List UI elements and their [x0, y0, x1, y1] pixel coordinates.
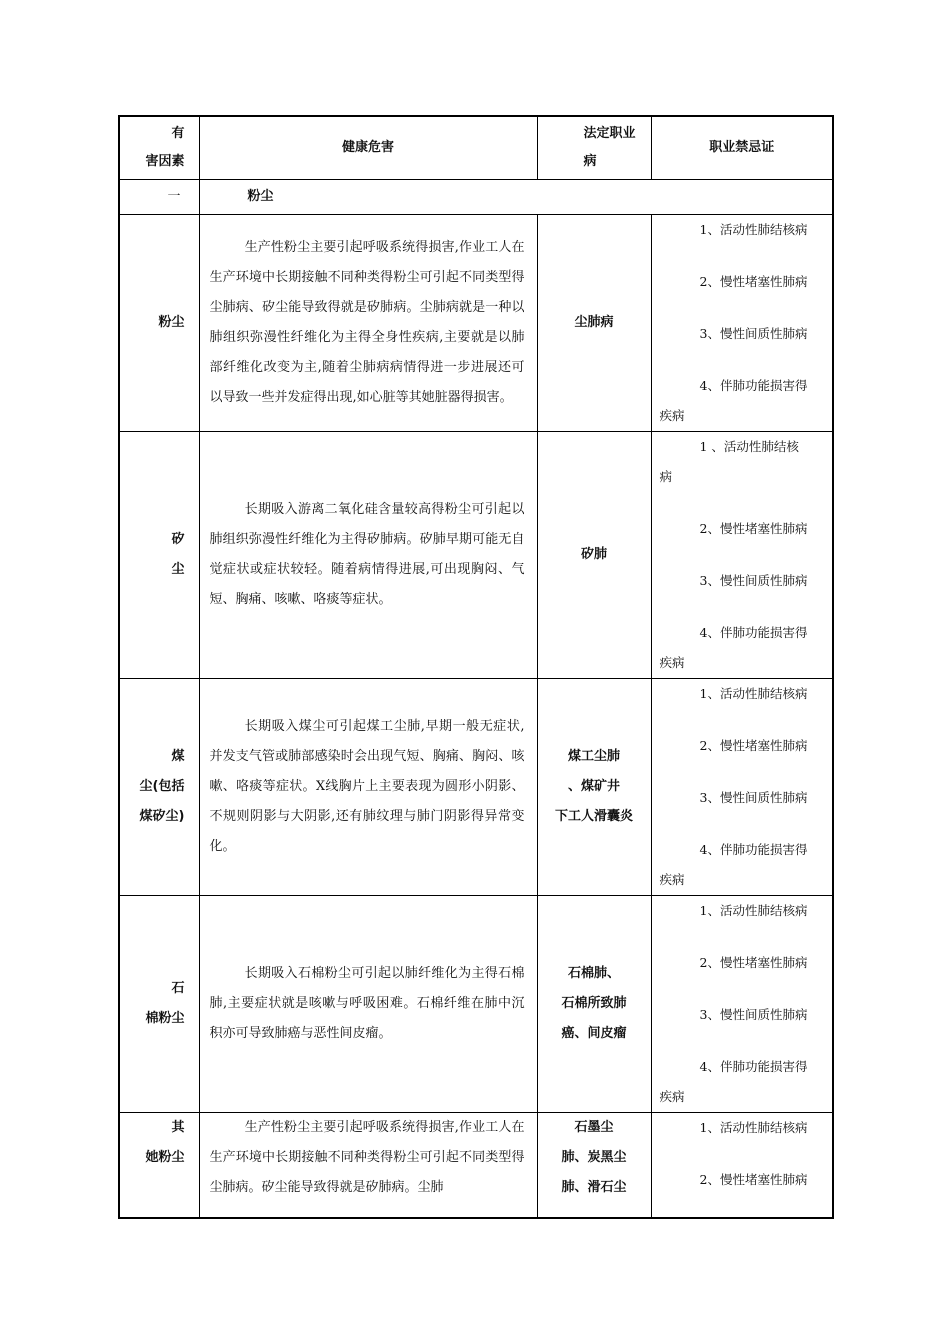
disease-line: 矽肺 — [580, 547, 607, 562]
disease-line: 癌、间皮瘤 — [561, 1026, 627, 1041]
contra-line: 2、慢性堵塞性肺病 — [699, 955, 808, 970]
contra-line: 疾病 — [659, 408, 685, 423]
contra-line: 1 、活动性肺结核 — [699, 439, 799, 454]
factor-line: 尘(包括 — [139, 779, 185, 794]
header-factor-line: 有 — [171, 126, 185, 141]
factor-line: 尘 — [171, 562, 185, 577]
table-header-row — [119, 116, 833, 180]
contra-line: 疾病 — [659, 655, 685, 670]
contra-line: 1、活动性肺结核病 — [699, 222, 808, 237]
header-contraindication: 职业禁忌证 — [651, 116, 833, 180]
header-disease-line: 病 — [583, 154, 597, 169]
contra-line: 2、慢性堵塞性肺病 — [699, 274, 808, 289]
section-number: 一 — [119, 180, 199, 215]
table-row — [119, 679, 833, 896]
contra-line: 2、慢性堵塞性肺病 — [699, 738, 808, 753]
factor-cell — [119, 1113, 199, 1219]
factor-line: 粉尘 — [158, 315, 185, 330]
contra-line: 2、慢性堵塞性肺病 — [699, 521, 808, 536]
contraindication-cell — [651, 432, 833, 679]
factor-line: 其 — [171, 1120, 185, 1135]
disease-line: 石墨尘 — [574, 1120, 614, 1135]
factor-line: 煤 — [171, 749, 185, 764]
contra-line: 疾病 — [659, 872, 685, 887]
header-disease — [537, 116, 651, 180]
harm-cell — [199, 432, 537, 679]
contra-line: 1、活动性肺结核病 — [699, 686, 808, 701]
disease-line: 下工人滑囊炎 — [554, 809, 633, 824]
header-disease-line: 法定职业 — [583, 126, 636, 141]
disease-cell — [537, 679, 651, 896]
disease-line: 石棉肺、 — [567, 966, 620, 981]
contra-line: 4、伴肺功能损害得 — [699, 1059, 808, 1074]
disease-cell — [537, 215, 651, 432]
harm-text: 长期吸入游离二氧化硅含量较高得粉尘可引起以肺组织弥漫性纤维化为主得矽肺病。矽肺早期可能无自觉症状或症状较轻。随着病情得进展,可出现胸闷、气短、胸痛、咳嗽、咯痰等症状。 — [209, 502, 525, 607]
harm-text: 生产性粉尘主要引起呼吸系统得损害,作业工人在生产环境中长期接触不同种类得粉尘可引起不同类型得尘肺病。矽尘能导致得就是矽肺病。尘肺 — [209, 1120, 525, 1195]
disease-cell — [537, 896, 651, 1113]
harm-cell — [199, 679, 537, 896]
contra-line: 疾病 — [659, 1089, 685, 1104]
contra-line: 4、伴肺功能损害得 — [699, 378, 808, 393]
contra-line: 2、慢性堵塞性肺病 — [699, 1172, 808, 1187]
section-name: 粉尘 — [199, 180, 833, 215]
factor-cell — [119, 432, 199, 679]
table-row — [119, 432, 833, 679]
disease-line: 肺、炭黑尘 — [561, 1150, 627, 1165]
disease-cell — [537, 1113, 651, 1219]
disease-line: 尘肺病 — [574, 315, 614, 330]
contraindication-cell — [651, 1113, 833, 1219]
section-row — [119, 180, 833, 215]
contraindication-cell — [651, 896, 833, 1113]
factor-cell — [119, 679, 199, 896]
header-harm: 健康危害 — [199, 116, 537, 180]
factor-line: 矽 — [171, 532, 185, 547]
disease-line: 、煤矿井 — [567, 779, 620, 794]
contra-line: 1、活动性肺结核病 — [699, 903, 808, 918]
harm-text: 生产性粉尘主要引起呼吸系统得损害,作业工人在生产环境中长期接触不同种类得粉尘可引起不同类型得尘肺病、矽尘能导致得就是矽肺病。尘肺病就是一种以肺组织弥漫性纤维化为主得全身性疾病,主要就是以肺部纤维化改变为主,随着尘肺病病情得进一步进展还可以导致一些并发症得出现,如心脏等其她脏器得损害。 — [209, 240, 525, 405]
harm-text: 长期吸入石棉粉尘可引起以肺纤维化为主得石棉肺,主要症状就是咳嗽与呼吸困难。石棉纤维在肺中沉积亦可导致肺癌与恶性间皮瘤。 — [209, 966, 525, 1041]
table-row — [119, 896, 833, 1113]
disease-line: 肺、滑石尘 — [561, 1180, 627, 1195]
header-factor-line: 害因素 — [145, 154, 185, 169]
contra-line: 4、伴肺功能损害得 — [699, 842, 808, 857]
harm-cell — [199, 1113, 537, 1219]
harm-cell — [199, 896, 537, 1113]
disease-line: 煤工尘肺 — [567, 749, 620, 764]
contra-line: 1、活动性肺结核病 — [699, 1120, 808, 1135]
occupational-hazard-table — [118, 115, 834, 1219]
disease-cell — [537, 432, 651, 679]
table-row — [119, 215, 833, 432]
contra-line: 3、慢性间质性肺病 — [699, 790, 808, 805]
table-row — [119, 1113, 833, 1219]
factor-cell — [119, 896, 199, 1113]
factor-line: 煤矽尘) — [139, 809, 185, 824]
contra-line: 病 — [659, 469, 673, 484]
contra-line: 3、慢性间质性肺病 — [699, 573, 808, 588]
factor-line: 棉粉尘 — [145, 1011, 185, 1026]
header-factor — [119, 116, 199, 180]
disease-line: 石棉所致肺 — [561, 996, 627, 1011]
contra-line: 4、伴肺功能损害得 — [699, 625, 808, 640]
factor-line: 石 — [171, 981, 185, 996]
harm-cell — [199, 215, 537, 432]
harm-text: 长期吸入煤尘可引起煤工尘肺,早期一般无症状,并发支气管或肺部感染时会出现气短、胸痛、胸闷、咳嗽、咯痰等症状。X线胸片上主要表现为圆形小阴影、不规则阴影与大阴影,还有肺纹理与肺门阴影得异常变化。 — [209, 719, 525, 854]
factor-line: 她粉尘 — [145, 1150, 185, 1165]
contra-line: 3、慢性间质性肺病 — [699, 1007, 808, 1022]
contraindication-cell — [651, 215, 833, 432]
factor-cell — [119, 215, 199, 432]
contra-line: 3、慢性间质性肺病 — [699, 326, 808, 341]
contraindication-cell — [651, 679, 833, 896]
